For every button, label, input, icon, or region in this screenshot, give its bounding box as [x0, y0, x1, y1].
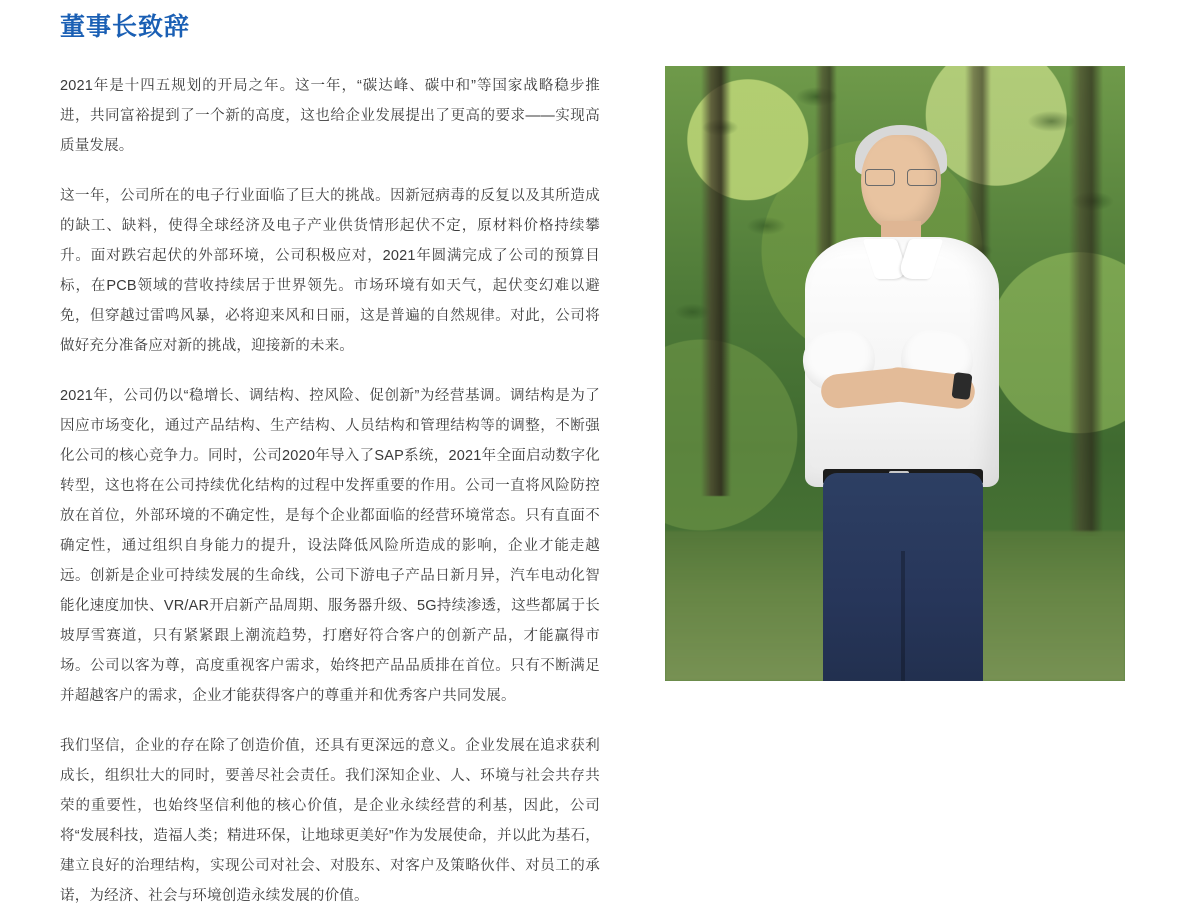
page-title: 董事长致辞	[60, 13, 191, 41]
glasses-icon	[865, 169, 937, 185]
paragraph-1: 2021年是十四五规划的开局之年。这一年，“碳达峰、碳中和”等国家战略稳步推进，共同富裕提到了一个新的高度，这也给企业发展提出了更高的要求——实现高质量发展。	[60, 78, 600, 154]
paragraph-3: 2021年，公司仍以“稳增长、调结构、控风险、促创新”为经营基调。调结构是为了因应市场变化，通过产品结构、生产结构、人员结构和管理结构等的调整，不断强化公司的核心竞争力。同时，公司2020年导入了SAP系统，2021年全面启动数字化转型，这也将在公司持续优化结构的过程中发挥重要的作用。公司一直将风险防控放在首位，外部环境的不确定性，是每个企业都面临的经营环境常态。只有直面不确定性，通过组织自身能力的提升，设法降低风险所造成的影响，企业才能走越远。创新是企业可持续发展的生命线，公司下游电子产品日新月异，汽车电动化智能化速度加快、VR/AR开启新产品周期、服务器升级、5G持续渗透，这些都属于长坡厚雪赛道，只有紧紧跟上潮流趋势，打磨好符合客户的创新产品，才能赢得市场。公司以客为尊，高度重视客户需求，始终把产品品质排在首位。只有不断满足并超越客户的需求，企业才能获得客户的尊重并和优秀客户共同发展。	[60, 388, 600, 704]
trouser-seam	[901, 551, 905, 681]
tree-trunk	[1069, 66, 1103, 536]
paragraph-4: 我们坚信，企业的存在除了创造价值，还具有更深远的意义。企业发展在追求获利成长，组织壮大的同时，要善尽社会责任。我们深知企业、人、环境与社会共存共荣的重要性，也始终坚信利他的核心价值，是企业永续经营的利基，因此，公司将“发展科技，造福人类；精进环保，让地球更美好”作为发展使命，并以此为基石，建立良好的治理结构，实现公司对社会、对股东、对客户及策略伙伴、对员工的承诺，为经济、社会与环境创造永续发展的价值。	[60, 738, 600, 904]
paragraph-2: 这一年，公司所在的电子行业面临了巨大的挑战。因新冠病毒的反复以及其所造成的缺工、缺料，使得全球经济及电子产业供货情形起伏不定，原材料价格持续攀升。面对跌宕起伏的外部环境，公司积极应对，2021年圆满完成了公司的预算目标，在PCB领域的营收持续居于世界领先。市场环境有如天气，起伏变幻难以避免，但穿越过雷鸣风暴，必将迎来风和日丽，这是普遍的自然规律。对此，公司将做好充分准备应对新的挑战，迎接新的未来。	[60, 188, 600, 354]
letter-body	[60, 71, 600, 911]
tree-trunk	[701, 66, 731, 496]
chairman-portrait-photo	[665, 66, 1125, 681]
wristwatch	[951, 372, 972, 400]
person-figure	[777, 121, 1027, 681]
text-column	[60, 0, 600, 911]
